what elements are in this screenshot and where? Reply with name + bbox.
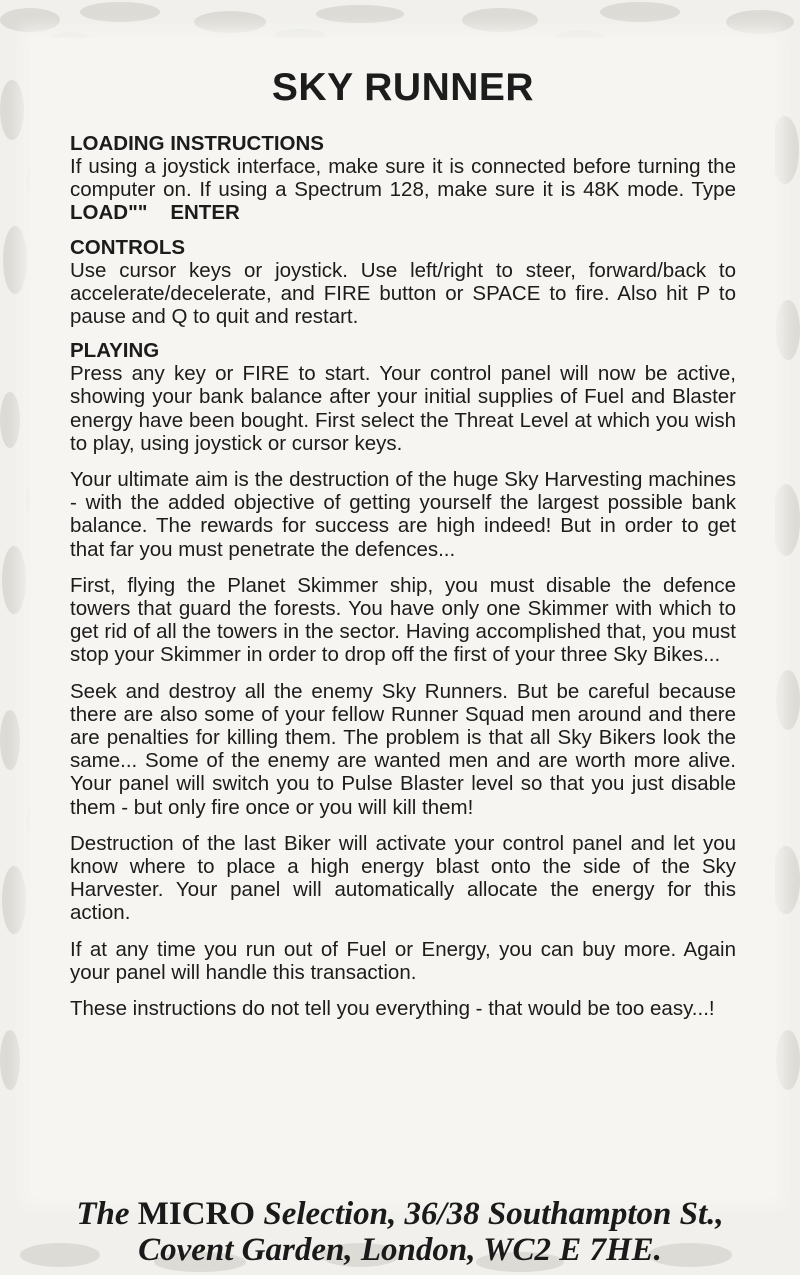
controls-text: Use cursor keys or joystick. Use left/right to steer, forward/back to accelerate/decelerate, and FIRE button or SPACE to fire. Also hit P to pause and Q to quit and restart.	[70, 258, 736, 329]
footer-the: The	[76, 1196, 130, 1232]
playing-paragraph: If at any time you run out of Fuel or Energy, you can buy more. Again your panel will handle this transaction.	[70, 937, 736, 984]
playing-paragraph: Press any key or FIRE to start. Your control panel will now be active, showing your bank balance after your initial supplies of Fuel and Blaster energy have been bought. First select the Threat Level at which you wish to play, using joystick or cursor keys.	[70, 362, 736, 455]
playing-section	[70, 339, 736, 1020]
loading-section	[70, 132, 736, 225]
enter-key-label: ENTER	[170, 201, 240, 225]
publisher-address	[0, 1196, 800, 1268]
playing-paragraph: First, flying the Planet Skimmer ship, you must disable the defence towers that guard the forests. You have only one Skimmer with which to get rid of all the towers in the sector. Having accomplished that, you must stop your Skimmer in order to drop off the first of your three Sky Bikes...	[70, 573, 736, 667]
footer-micro: MICRO	[137, 1196, 256, 1232]
loading-heading: LOADING INSTRUCTIONS	[70, 132, 324, 155]
playing-paragraph: Your ultimate aim is the destruction of the huge Sky Harvesting machines - with the added objective of getting yourself the largest possible bank balance. The rewards for success are high indeed! But in order to get that far you must penetrate the defences...	[70, 468, 736, 561]
controls-section	[70, 236, 736, 329]
loading-body: If using a joystick interface, make sure it is connected before turning the computer on. If using a Spectrum 128, make sure it is 48K mode. Type	[70, 155, 736, 202]
playing-paragraph: Seek and destroy all the enemy Sky Runners. But be careful because there are also some of your fellow Runner Squad men around and there are penalties for killing them. The problem is that all Sky Bikers look the same... Some of the enemy are wanted men and are worth more alive. Your panel will switch you to Pulse Blaster level so that you just disable them - but only fire once or you will kill them!	[70, 679, 736, 819]
playing-heading: PLAYING	[70, 339, 160, 363]
footer-selection-address: Selection, 36/38 Southampton St.,	[263, 1196, 724, 1232]
playing-paragraph: Destruction of the last Biker will activate your control panel and let you know where to place a high energy blast onto the side of the Sky Harvester. Your panel will automatically allocate the energy for this action.	[70, 831, 736, 925]
controls-heading: CONTROLS	[70, 235, 186, 259]
playing-paragraph: These instructions do not tell you everything - that would be too easy...!	[70, 997, 715, 1021]
instructions-content	[70, 62, 736, 1031]
page-title: SKY RUNNER	[271, 66, 535, 109]
publisher-line-1	[0, 1196, 800, 1232]
publisher-line-2: Covent Garden, London, WC2 E 7HE.	[138, 1232, 662, 1268]
load-command: LOAD""	[70, 201, 148, 225]
loading-text	[70, 155, 736, 225]
